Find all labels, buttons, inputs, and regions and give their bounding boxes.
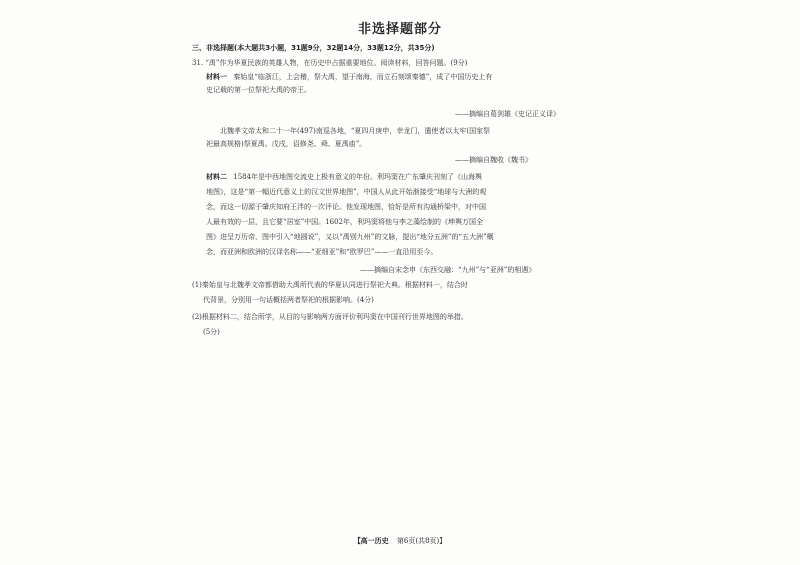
section-heading: 三、非选择题(本大题共3小题，31题9分，32题14分，33题12分，共35分) bbox=[192, 44, 435, 52]
subquestion-two-line2: (5分) bbox=[203, 328, 220, 336]
page-title: 非选择题部分 bbox=[357, 22, 442, 37]
material-two-line6: 念，而亚洲和欧洲的汉译名称——“亚细亚”和“欧罗巴”——一直沿用至今。 bbox=[206, 248, 438, 256]
material-two-label: 材料二 bbox=[206, 173, 227, 181]
material-one-line1 bbox=[206, 73, 492, 82]
material-one-source1: ——摘编自葛剑雄《史记正义译》 bbox=[455, 110, 560, 118]
material-two-line4: 人最有效的一层，且它要“居室”中国。1602年，利玛窦将他与李之藻绘制的《坤舆万国全 bbox=[206, 218, 483, 226]
material-two-line3: 念，而这一切源于肇庆知府王泮的一次评论。他发现地图，恰好是所有沟通桥梁中，对中国 bbox=[206, 203, 486, 211]
material-two-text1: 1584年是中西地图交流史上极有意义的年份。利玛窦在广东肇庆刊刻了《山海舆 bbox=[233, 173, 483, 181]
material-one-text1: 秦始皇“临浙江，上会稽，祭大禹，望于南海，而立石刻颂秦德”，成了中国历史上有 bbox=[233, 73, 493, 81]
subquestion-one-line1: (1)秦始皇与北魏孝文帝都借助大禹所代表的华夏认同进行祭祀大典。根据材料一，结合时 bbox=[192, 281, 468, 289]
material-two-line5: 图》进呈万历帝，图中引入“地圆说”，又以“禹别九州”的文脉，提出“地分五洲”的“五大洲”概 bbox=[206, 233, 494, 241]
material-one-label: 材料一 bbox=[206, 73, 227, 81]
footer-page-number: 第6页(共8页)】 bbox=[396, 537, 447, 545]
page-footer bbox=[0, 536, 800, 546]
material-two-line2: 地图》，这是“第一幅近代意义上的汉文世界地图”，中国人从此开始渐接受“地球与大洲的观 bbox=[206, 188, 487, 196]
footer-subject: 【高一历史 bbox=[353, 537, 389, 545]
subquestion-one-line2: 代背景，分别用一句话概括两者祭祀的根据影响。(4分) bbox=[203, 296, 374, 304]
question-intro: 31. “禹”作为华夏民族的英雄人物，在历史中占据重要地位。阅读材料，回答问题。(9分) bbox=[192, 59, 468, 67]
material-two-source: ——摘编自宋念申《东西交融：“九州”与“亚洲”的相遇》 bbox=[360, 266, 536, 274]
material-one-para2-line2: 祀最高规格)祭夏禹。戊戌，诏修尧、舜、夏禹庙”。 bbox=[206, 140, 367, 148]
subquestion-two-line1: (2)根据材料二，结合所学，从目的与影响两方面评价利玛窦在中国刊行世界地图的举措。 bbox=[192, 313, 468, 321]
material-one-para2-line1: 北魏孝文帝太和二十一年(497)南巡各地，“夏四月庚申，幸龙门，遣使者以太牢(国家祭 bbox=[220, 127, 491, 135]
material-one-source2: ——摘编自魏收《魏书》 bbox=[455, 156, 532, 164]
material-two-line1 bbox=[206, 173, 482, 182]
material-one-line2: 史记载的第一位祭祀大禹的帝王。 bbox=[206, 86, 311, 94]
